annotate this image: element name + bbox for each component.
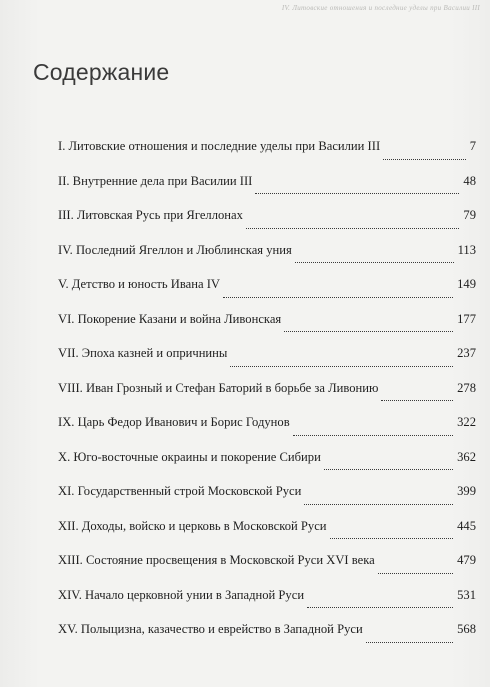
toc-entry (58, 242, 476, 277)
toc-entry (58, 138, 476, 173)
toc-entry-page: 568 (457, 622, 476, 636)
dot-leader (246, 228, 460, 229)
toc-entry (58, 587, 476, 622)
toc-entry-page: 399 (457, 484, 476, 498)
toc-entry (58, 173, 476, 208)
toc-list (58, 138, 476, 656)
toc-entry-title: X. Юго-восточные окраины и покорение Сибири (58, 449, 321, 464)
toc-entry-title: IX. Царь Федор Иванович и Борис Годунов (58, 415, 290, 429)
toc-entry (58, 276, 476, 311)
toc-entry-page: 79 (463, 208, 476, 222)
toc-entry-page: 237 (457, 346, 476, 360)
toc-entry (58, 518, 476, 553)
toc-entry-page: 149 (457, 277, 476, 291)
toc-entry-page: 445 (457, 518, 476, 533)
toc-entry-page: 531 (457, 587, 476, 602)
toc-entry (58, 483, 476, 518)
toc-entry (58, 380, 476, 415)
toc-entry (58, 207, 476, 242)
dot-leader (383, 159, 466, 160)
dot-leader (284, 331, 453, 332)
toc-entry-title: VI. Покорение Казани и война Ливонская (58, 311, 282, 326)
toc-entry-page: 7 (469, 139, 476, 153)
dot-leader (324, 469, 453, 470)
toc-entry-page: 177 (457, 311, 476, 326)
toc-entry (58, 414, 476, 449)
dot-leader (230, 366, 453, 367)
toc-entry (58, 552, 476, 587)
dot-leader (295, 262, 454, 263)
toc-entry-page: 278 (457, 380, 476, 395)
toc-entry-title: XV. Полыцизна, казачество и еврейство в Западной Руси (58, 622, 363, 636)
toc-entry-title: II. Внутренние дела при Василии III (58, 173, 253, 188)
toc-entry-title: V. Детство и юность Ивана IV (58, 277, 221, 291)
toc-entry-title: XIII. Состояние просвещения в Московской Руси XVI века (58, 553, 375, 567)
dot-leader (223, 297, 453, 298)
toc-title: Содержание (33, 59, 170, 86)
toc-entry-page: 322 (457, 415, 476, 429)
toc-entry-title: III. Литовская Русь при Ягеллонах (58, 208, 243, 222)
dot-leader (366, 642, 453, 643)
toc-entry-page: 362 (457, 449, 476, 464)
toc-entry-page: 479 (457, 553, 476, 567)
toc-entry (58, 449, 476, 484)
toc-entry-title: VIII. Иван Грозный и Стефан Баторий в борьбе за Ливонию (58, 380, 379, 395)
dot-leader (330, 538, 454, 539)
toc-entry (58, 311, 476, 346)
dot-leader (304, 504, 453, 505)
toc-entry-title: VII. Эпоха казней и опричнины (58, 346, 228, 360)
toc-entry-title: XIV. Начало церковной унии в Западной Руси (58, 587, 305, 602)
toc-entry-title: I. Литовские отношения и последние уделы при Василии III (58, 139, 381, 153)
dot-leader (378, 573, 453, 574)
toc-entry-title: XII. Доходы, войско и церковь в Московской Руси (58, 518, 327, 533)
toc-entry-page: 48 (463, 173, 476, 188)
toc-entry (58, 621, 476, 656)
dot-leader (381, 400, 453, 401)
dot-leader (307, 607, 453, 608)
toc-entry (58, 345, 476, 380)
dot-leader (255, 193, 459, 194)
dot-leader (293, 435, 453, 436)
toc-entry-page: 113 (457, 242, 476, 257)
running-head: IV. Литовские отношения и последние уделы при Василии III (281, 4, 480, 12)
toc-entry-title: IV. Последний Ягеллон и Люблинская уния (58, 242, 292, 257)
toc-entry-title: XI. Государственный строй Московской Руси (58, 484, 302, 498)
